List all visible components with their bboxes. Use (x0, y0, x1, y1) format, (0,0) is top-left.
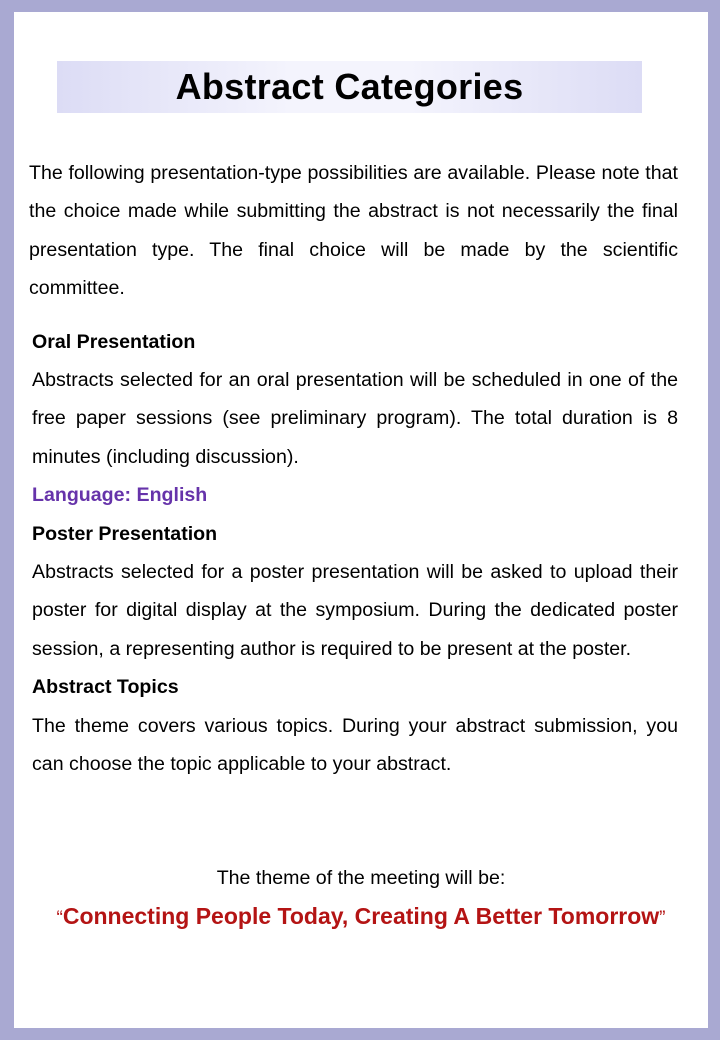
title-banner (57, 61, 642, 113)
oral-heading: Oral Presentation (32, 330, 196, 353)
theme-statement (14, 901, 708, 934)
language-note: Language: English (32, 484, 208, 507)
theme-intro: The theme of the meeting will be: (216, 867, 506, 889)
poster-section (29, 515, 678, 669)
topics-heading: Abstract Topics (32, 676, 179, 699)
open-quote: “ (56, 908, 63, 929)
theme-text: Connecting People Today, Creating A Better Tomorrow (62, 903, 660, 929)
page-title: Abstract Categories (175, 66, 524, 107)
close-quote: ” (659, 908, 666, 929)
topics-description: The theme covers various topics. During your abstract submission, you can choose the topic applicable to your abstract. (32, 714, 678, 776)
oral-description: Abstracts selected for an oral presentation will be scheduled in one of the free paper sessions (see preliminary program). The total duration is 8 minutes (including discussion). (32, 369, 678, 468)
theme-block (14, 863, 708, 934)
poster-heading: Poster Presentation (32, 522, 218, 545)
poster-description: Abstracts selected for a poster presentation will be asked to upload their poster for digital display at the symposium. During the dedicated poster session, a representing author is required to be present at the poster. (32, 561, 678, 660)
oral-section (29, 323, 678, 515)
topics-section (29, 668, 678, 783)
document-page (14, 12, 708, 1028)
intro-paragraph: The following presentation-type possibilities are available. Please note that the choice made while submitting the abstract is not necessarily the final presentation type. The final choice will be made by the scientific committee. (29, 162, 678, 300)
content-body (29, 154, 678, 784)
